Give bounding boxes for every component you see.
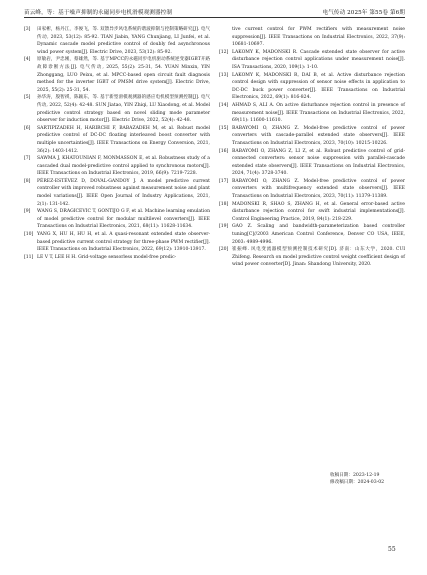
reference-item — [219, 148, 405, 178]
reference-text: tive current control for PWM rectifiers with measurement noise suppression[J]. IEEE Transactions on Industrial Electronics, 2022, 37(9): 10681-10697. — [232, 27, 405, 48]
revised-date: 修改稿日期：2024-03-02 — [330, 480, 385, 486]
header-rule — [24, 17, 405, 18]
reference-item — [219, 72, 405, 102]
reference-item — [24, 125, 210, 155]
reference-item — [24, 94, 210, 124]
reference-item — [24, 155, 210, 178]
reference-text: SARTIPIZADEH H, HARIRCHI F, BABAZADEH M, et al. Robust model predictive control of DC-DC floating interleaved boost converter with multiple uncertainties[J]. IEEE Transactions on Energy Conversion, 2021, 36(2): 1403-1412. — [37, 125, 210, 154]
reference-text: 田家彬，杨丹江，李俊飞，等. 双馈异步风电系统的谐波抑制与控制策略研究[J]. 电气传动, 2023, 53(12): 85-92. TIAN Jiabin, YANG Chunjiang, LI Junfei, et al. Dynamic cascade model predictive control of doubly fed asynchronous wind power system[J]. Electric Drive, 2023, 53(12): 85-92. — [37, 27, 210, 55]
reference-text: BABAYOMI O, ZHANG Z. Model-free predictive control of power converters with cascade-parallel extended state observers[J]. IEEE Transactions on Industrial Electronics, 2023, 70(10): 10215-10226. — [232, 125, 405, 146]
reference-item — [219, 49, 405, 72]
reference-number: [5] — [24, 95, 31, 101]
reference-item — [219, 26, 405, 49]
reference-number: [7] — [24, 156, 31, 162]
reference-number: [18] — [219, 201, 229, 207]
reference-text: LE V T, LEE H H. Grid-voltage sensorless model-free predic- — [37, 254, 177, 260]
references-left-column — [24, 26, 210, 261]
reference-item — [24, 208, 210, 231]
reference-text: YANG X, HU H, HU H, et al. A quasi-resonant extended state observer-based predictive current control strategy for three-phase PWM rectifier[J]. IEEE Transactions on Industrial Electronics, 2022, 69(12): 13910-13917. — [37, 232, 210, 253]
reference-item — [219, 246, 405, 269]
reference-text: BABAYOMI O, ZHANG Z. Model-free predictive control of power converters with multifrequency extended state observers[J]. IEEE Transactions on Industrial Electronics, 2023, 70(11): 11379-11389. — [232, 178, 405, 200]
reference-item — [24, 231, 210, 254]
reference-text: WANG S, DRAGICEVIC T, GONTIJO G F, et al. Machine learning emulation of model predictive control for modular multilevel converters[J]. IEEE Transactions on Industrial Electronics, 2021, 68(11): 11628-11634. — [37, 209, 210, 230]
reference-text: 孙华涛，殷智祺，陈颖东，等. 基于新型滑模观测器的感应电机模型预测控制[J]. 电气传动, 2022, 52(4): 42-48. SUN Jiatao, YIN Zhiqi, LU Xiaodong, et al. Model predictive control strategy based on novel sliding mode parameter observer for induction motor[J]. Electric Drive, 2022, 52(4): 42-48. — [37, 95, 210, 124]
reference-item — [219, 223, 405, 246]
reference-number: [9] — [24, 209, 31, 215]
reference-number: [11] — [24, 254, 34, 260]
reference-item — [219, 201, 405, 224]
reference-text: SAWMA J, KHATOUNIAN F, MONMASSON E, et al. Robustness study of a cascaded dual model-predictive control applied to synchronous motors[J]. IEEE Transactions on Industrial Electronics, 2019, 66(9): 7219-7228. — [37, 156, 210, 177]
reference-item — [219, 178, 405, 201]
article-dates — [330, 472, 410, 487]
reference-number: [10] — [24, 232, 34, 238]
reference-item — [219, 102, 405, 125]
page-number: 55 — [388, 546, 396, 553]
header-article-title: 苗云峰，等：基于噪声抑制的永磁同步电机滑模观测器控制 — [24, 10, 173, 16]
reference-text: MADONSKI R, SHAO S, ZHANG H, et al. General error-based active disturbance rejection control for swift industrial implementations[J]. Control Engineering Practice, 2019, 84(1): 218-229. — [232, 201, 405, 222]
reference-text: BABAYOMI O, ZHANG Z, LI Z, et al. Robust predictive control of grid-connected converters: sensor noise suppression with parallel-cascade extended state observers[J]. IEEE Transactions on Industrial Electronics, 2024, 71(4): 3728-3740. — [232, 148, 405, 177]
reference-number: [15] — [219, 125, 229, 131]
reference-number: [6] — [24, 125, 31, 131]
received-date: 收稿日期：2023-12-19 — [330, 473, 380, 478]
reference-item — [24, 178, 210, 208]
reference-text: 原敏岩，尹忠刚，蔡雄然，等. 基于MPCC的永磁同步电机驱动系统逆变器IGBT开路故障诊断方法[J]. 电气传动, 2025, 55(2): 25-31, 54. YUAN Minxin, YIN Zhonggang, LUO Peixu, et al. MPCC-based open circuit fault diagnosis method for the inverter IGBT of PMSM drive system[J]. Electric Drive, 2025, 55(2): 25-31, 54. — [37, 57, 210, 93]
reference-number: [3] — [24, 27, 31, 32]
reference-item — [24, 254, 210, 262]
reference-text: LAKOMY K, MADONSKI R. Cascade extended state observer for active disturbance rejection control applications under measurement noise[J]. ISA Transactions, 2020, 109(1): 1-10. — [232, 49, 405, 70]
reference-number: [14] — [219, 102, 229, 108]
reference-number: [16] — [219, 148, 229, 154]
reference-number: [12] — [219, 49, 229, 55]
reference-text: PÉREZ-ESTÉVEZ D, DOVAL-GANDOY J. A model predictive current controller with improved robustness against measurement noise and plant model variations[J]. IEEE Open Journal of Industry Applications, 2021, 2(1): 131-142. — [37, 178, 210, 207]
reference-text: LAKOMY K, MADONSKI R, DAI B, et al. Active disturbance rejection control design with suppression of sensor noise effects in application to DC-DC buck power converter[J]. IEEE Transactions on Industrial Electronics, 2022, 69(1): 816-824. — [232, 72, 405, 101]
reference-item — [24, 56, 210, 94]
reference-number: [19] — [219, 224, 229, 230]
reference-number: [4] — [24, 57, 31, 63]
reference-text: GAO Z. Scaling and bandwidth-parameterization based controller tuning[C]//2003 American Control Conference, Denver CO USA, IEEE, 2003: 4989-4996. — [232, 224, 405, 245]
reference-number: [17] — [219, 178, 229, 184]
reference-text: AHMAD S, ALI A. On active disturbance rejection control in presence of measurement noise[J]. IEEE Transactions on Industrial Electronics, 2022, 69(11): 11600-11610. — [232, 102, 405, 124]
header-journal-info: 电气传动 2025年 第55卷 第6期 — [322, 10, 405, 16]
reference-item — [219, 125, 405, 148]
running-header — [24, 6, 405, 18]
reference-number: [20] — [219, 247, 229, 253]
references-right-column — [219, 26, 405, 269]
reference-number: [13] — [219, 72, 229, 78]
reference-item — [24, 26, 210, 56]
reference-number: [8] — [24, 178, 31, 184]
reference-text: 崔振峰. 风电变流器模型预测控制技术研究[D]. 济南：山东大学，2020. CUI Zhifeng. Research on model predictive control weight coefficient design of wind power converter[D]. Jinan: Shandong University, 2020. — [232, 247, 405, 268]
